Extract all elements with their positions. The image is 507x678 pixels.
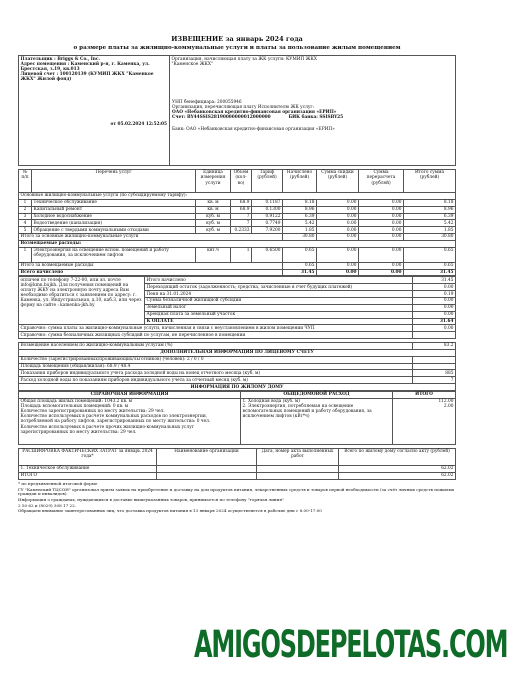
total-row: Всего начислено 31.45 0.00 0.00 31.45 xyxy=(20,270,454,276)
col-header: Объем (кол-во) xyxy=(231,170,252,193)
notice-title: ИЗВЕЩЕНИЕ за январь 2024 года xyxy=(171,35,303,43)
services-table xyxy=(18,169,456,276)
table-cell: Техническое обслуживание xyxy=(32,199,196,206)
services-header xyxy=(19,170,456,193)
info-value: 885 xyxy=(413,370,456,377)
house-col-header: ОБЩЕДОМОВОЙ РАСХОД xyxy=(241,391,393,398)
payment-value: 0.00 xyxy=(413,304,456,311)
table-cell: 5 xyxy=(19,227,32,234)
reference-line: Справочно: сумма безналичных жилищных субсидий по услугам, не перечисленное в помещении xyxy=(19,332,413,339)
table-cell: 1.85 xyxy=(404,227,456,234)
house-table: СПРАВОЧНАЯ ИНФОРМАЦИЯ ОБЩЕДОМОВОЙ РАСХОД ИТОГО Общая площадь жилых помещений: 1043.2 кв. м Площадь вспомогательных помещений: 0 кв. м Количество зарегистрированных по месту жительства: 29 чел. Количество используемых в расчете коммунальных расходов по электроэнергии, потребляемой на работу лифтов, зарегистрированных по месту жительства: 0 чел. Количество используемых в расчете прочих жилищно-коммунальных услуг зарегистрированных по месту жительства: 29 чел. 1. Холодная вода (куб. м) 2. Электроэнергия, потребляемая на освещение вспомогательных помещений и работу оборудования, за исключением лифтов (кВт*ч) 112.00 2.00 xyxy=(18,391,456,445)
payment-value: 0.00 xyxy=(413,311,456,318)
table-row xyxy=(19,220,456,227)
table-cell: 1.85 xyxy=(283,227,317,234)
table-cell: кв. м xyxy=(196,199,231,206)
payment-table: оплачен по телефону 7-22-00, или эл. почте info@kmn.bujkh. Для получения помещений на оплату ЖКУ на электронную почту адреса Вам необходимо обратиться с заявлением по адресу: г. Каменка, ул. Индустриальная, д.10, каб.3, или через форму на сайте : kamenka-jkh.by Итого начислено 31.45 Переходящий остаток (задолженность; средства, зачисленные в счет будущих платежей) 0.00 Пеня на 31.01.2024 0.19 Сумма безналичной жилищной субсидии 0.00 Земельный налог 0.00 Арендная плата за земельный участок 0.00 К ОПЛАТЕ 31.64 Справочно: сумма платы за жилищно-коммунальные услуги, начисленная в связи с неустановлением в жилом помещении ЧУП 0.00 Справочно: сумма безналичных жилищных субсидий по услугам, не перечисленное в помещении xyxy=(20,277,454,338)
section-title: Основные жилищно-коммунальные услуги (по субсидируемому тарифу): xyxy=(19,193,456,200)
table-row: ИТОГО 62.02 xyxy=(20,473,454,479)
notes-block xyxy=(18,482,456,515)
payer-name: Плательщик : Briggs & Co., Inc. xyxy=(20,56,101,62)
payment-label: К ОПЛАТЕ xyxy=(145,318,413,325)
note-paragraph: 2 50 62 и (8029) 308 17 22. xyxy=(18,502,77,508)
table-cell: 8.96 xyxy=(283,206,317,213)
table-cell: 0.00 xyxy=(317,199,359,206)
col-header: Начислено (рублей) xyxy=(283,170,317,193)
table-cell: 7 xyxy=(231,213,252,220)
col-header: Тариф (рублей) xyxy=(252,170,283,193)
table-cell: 1 xyxy=(19,199,32,206)
house-info-title: ИНФОРМАЦИЯ ПО ЖИЛОМУ ДОМУ xyxy=(19,384,456,391)
col-header: Единица измерения услуги xyxy=(196,170,231,193)
table-cell: 0.00 xyxy=(317,227,359,234)
table-row: 1 Электроэнергия на освещение вспом. помещений и работу оборудования, за исключением лифтов квт.ч 1 0.6500 0.65 0.00 0.00 0.65 xyxy=(19,247,456,262)
table-row: Итого за основные жилищно-коммунальные услуги 30.80 0.00 0.00 30.80 xyxy=(20,234,454,240)
table-cell: 68.9 xyxy=(231,199,252,206)
table-cell: 5.42 xyxy=(283,220,317,227)
house-reference: Общая площадь жилых помещений: 1043.2 кв. м Площадь вспомогательных помещений: 0 кв. м Количество зарегистрированных по месту жительства: 29 чел. Количество используемых в расчете коммунальных расходов по электроэнергии, потребляемой на работу лифтов, зарегистрированных по месту жительства: 0 чел. Количество используемых в расчете прочих жилищно-коммунальных услуг зарегистрированных по месту жительства: 29 чел. xyxy=(19,398,241,444)
payer-datetime: от 05.02.2024 12:52:05 xyxy=(110,122,167,128)
note-paragraph: Обращаем внимание заинтересованных лиц, что доставка продуктов питания в 13 января 2024 осуществляется в рабочие дни с 8.00-17.00 xyxy=(18,508,322,514)
reference-line: Справочно: сумма платы за жилищно-коммунальные услуги, начисленная в связи с неустановлением в жилом помещении ЧУП xyxy=(19,325,413,332)
footnote: * по предъявленной итоговой форме xyxy=(18,480,98,486)
refund-value: 83.2 xyxy=(413,343,456,350)
payment-label: Пеня на 31.01.2024 xyxy=(145,291,413,298)
table-cell: 0.1300 xyxy=(252,206,283,213)
expenses-table xyxy=(18,448,456,480)
table-cell: 0.00 xyxy=(359,199,404,206)
org-bank: Банк: ОАО «Небанковская кредитно-финансовая организация «ЕРИП» xyxy=(172,126,335,132)
col-header: Итого сумма (рублей) xyxy=(404,170,456,193)
note-paragraph: ГУ "Каменский ТЦСОН" организовал прием заявок на приобретение и доставку на дом продуктов питания, лекарственных средств и товаров первой необходимости (за счёт личных средств пожилых граждан и инвалидов). xyxy=(18,486,455,497)
payment-value: 31.45 xyxy=(413,277,456,284)
table-cell: 3 xyxy=(19,213,32,220)
additional-info-table xyxy=(18,342,456,391)
table-cell: 8.18 xyxy=(404,199,456,206)
payer-account: Лицевой счет : 100120139 (КУМИП ЖКХ "Каменкое ЖКХ" Жилой фонд) xyxy=(20,71,154,82)
table-cell: 7.9200 xyxy=(252,227,283,234)
payer-address: Адрес помещения : Каменский р-н, г. Каменка, ул. Брестская, з.19, кв.013 xyxy=(20,61,150,72)
table-cell: куб. м xyxy=(196,220,231,227)
house-col-header: СПРАВОЧНАЯ ИНФОРМАЦИЯ xyxy=(19,391,241,398)
table-cell: 7 xyxy=(231,220,252,227)
house-consumption: 1. Холодная вода (куб. м) 2. Электроэнергия, потребляемая на освещение вспомогательных помещений и работу оборудования, за исключением лифтов (кВт*ч) xyxy=(241,398,393,444)
notice-subtitle: о размере платы за жилищно-коммунальные услуги и платы за пользование жилым помещением xyxy=(73,44,401,51)
info-label: Площадь помещения (общая/жилая): 68.9 / 48.4 xyxy=(19,363,413,370)
table-cell: куб. м xyxy=(196,213,231,220)
payment-value: 0.00 xyxy=(413,298,456,305)
table-cell: Капитальный ремонт xyxy=(32,206,196,213)
info-row xyxy=(19,377,456,384)
table-cell: куб. м xyxy=(196,227,231,234)
table-row xyxy=(19,227,456,234)
table-cell: 4 xyxy=(19,220,32,227)
table-cell: 6.39 xyxy=(283,213,317,220)
col-header: Сумма перерасчета (рублей) xyxy=(359,170,404,193)
table-cell: 6.39 xyxy=(404,213,456,220)
table-row xyxy=(19,213,456,220)
payment-label: Земельный налог xyxy=(145,304,413,311)
table-cell: 8.18 xyxy=(283,199,317,206)
table-cell: 0.00 xyxy=(359,206,404,213)
table-cell: 0.00 xyxy=(317,206,359,213)
table-cell: Водоотведение (канализация) xyxy=(32,220,196,227)
info-label: Количество (зарегистрированных/проживающих/льготников) (человек): 2 / 0 / 0 xyxy=(19,356,413,363)
table-cell: 0.1187 xyxy=(252,199,283,206)
table-cell: Обращение с твердыми коммунальными отходами xyxy=(32,227,196,234)
table-row: 1. Техническое обслуживание 62.02 xyxy=(20,466,454,472)
payment-value: 31.64 xyxy=(413,318,456,325)
table-cell: 0.2333 xyxy=(231,227,252,234)
table-cell: Холодное водоснабжение xyxy=(32,213,196,220)
table-cell: 8.96 xyxy=(404,206,456,213)
payment-label: Сумма безналичной жилищной субсидии xyxy=(145,298,413,305)
payment-info-text: оплачен по телефону 7-22-00, или эл. почте info@kmn.bujkh. Для получения помещений на оплату ЖКУ на электронную почту адреса Вам необходимо обратиться с заявлением по адресу: г. Каменка, ул. Индустриальная, д.10, каб.3, или через форму на сайте : kamenka-jkh.by xyxy=(19,277,145,325)
info-value xyxy=(413,363,456,370)
payment-label: Арендная плата за земельный участок xyxy=(145,311,413,318)
org-bic: БИК банка: SSISBY25 xyxy=(288,115,344,121)
exp-col-header: Наименование организации xyxy=(157,448,257,465)
payment-label: Переходящий остаток (задолженность; средства, зачисленные в счет будущих платежей) xyxy=(145,284,413,291)
payment-row xyxy=(19,277,456,284)
table-cell: 68.9 xyxy=(231,206,252,213)
table-cell: 0.00 xyxy=(359,220,404,227)
info-row xyxy=(19,356,456,363)
org-account: Счет: BY44SSIS28190000000012000000 xyxy=(172,115,271,121)
info-label: Расход холодной воды по показаниям приборов индивидуального учета за отчетный месяц (куб. м) xyxy=(19,377,413,384)
payment-value: 0.00 xyxy=(413,284,456,291)
info-label: Показания приборов индивидуального учета расхода холодной воды на конец отчетного месяца (куб. м) xyxy=(19,370,413,377)
table-cell: 0.7749 xyxy=(252,220,283,227)
org-line3: ОАО «Небанковская кредитно-финансовая организация «ЕРИП» xyxy=(172,110,337,116)
info-value xyxy=(413,356,456,363)
table-cell: 2 xyxy=(19,206,32,213)
org-line2: Организация, перечисляющая плату Исполнителю ЖК услуг: xyxy=(172,105,315,111)
exp-col-header: Всего по жилому дому согласно акту (рублей) xyxy=(339,448,456,465)
table-cell: 0.00 xyxy=(359,213,404,220)
col-header: Перечень услуг xyxy=(32,170,196,193)
org-line1: Организация, начисляющая плату за ЖК услуги: КУМИП ЖКХ "Каменское ЖКХ" xyxy=(171,56,317,67)
watermark-text: AMIGOSDEPELOTAS.COM xyxy=(194,622,507,666)
col-header: № п/п xyxy=(19,170,32,193)
table-cell: 0.00 xyxy=(317,213,359,220)
table-row xyxy=(19,206,456,213)
table-cell: 0.9122 xyxy=(252,213,283,220)
house-col-header: ИТОГО xyxy=(393,391,456,398)
table-row xyxy=(19,199,456,206)
notice-document xyxy=(18,0,456,514)
table-cell: 0.00 xyxy=(317,220,359,227)
table-cell: 5.42 xyxy=(404,220,456,227)
exp-col-header: Дата, номер акта выполненных работ xyxy=(257,448,339,465)
info-row xyxy=(19,363,456,370)
note-paragraph: Информация о гражданах, нуждающихся в доставке вышеуказанных товаров, принимается по телефону "горячая линия" xyxy=(18,496,284,502)
col-header: Сумма скидки (рублей) xyxy=(317,170,359,193)
section-title: Возмещаемые расходы: xyxy=(19,240,456,247)
info-value: 7 xyxy=(413,377,456,384)
exp-col-header: РАСШИФРОВКА ФАКТИЧЕСКИХ ЗАТРАТ за январь 2024 года* xyxy=(19,448,157,465)
payment-label: Итого начислено xyxy=(145,277,413,284)
table-cell: 0.00 xyxy=(359,227,404,234)
header-table xyxy=(18,55,456,166)
payment-value: 0.19 xyxy=(413,291,456,298)
table-cell: кв. м xyxy=(196,206,231,213)
table-row: Итого за возмещаемые расходы 0.65 0.00 0.00 0.65 xyxy=(20,263,454,269)
payer-block xyxy=(19,56,170,166)
refund-label: Возмещение населением по жилищно-коммунальным услугам (%) xyxy=(19,343,413,350)
additional-info-title: ДОПОЛНИТЕЛЬНАЯ ИНФОРМАЦИЯ ПО ЛИЦЕВОМУ СЧЕТУ xyxy=(19,349,456,356)
info-row xyxy=(19,370,456,377)
org-unp: УНП бенефициара: 200055946 xyxy=(172,100,242,106)
org-block xyxy=(170,56,456,166)
